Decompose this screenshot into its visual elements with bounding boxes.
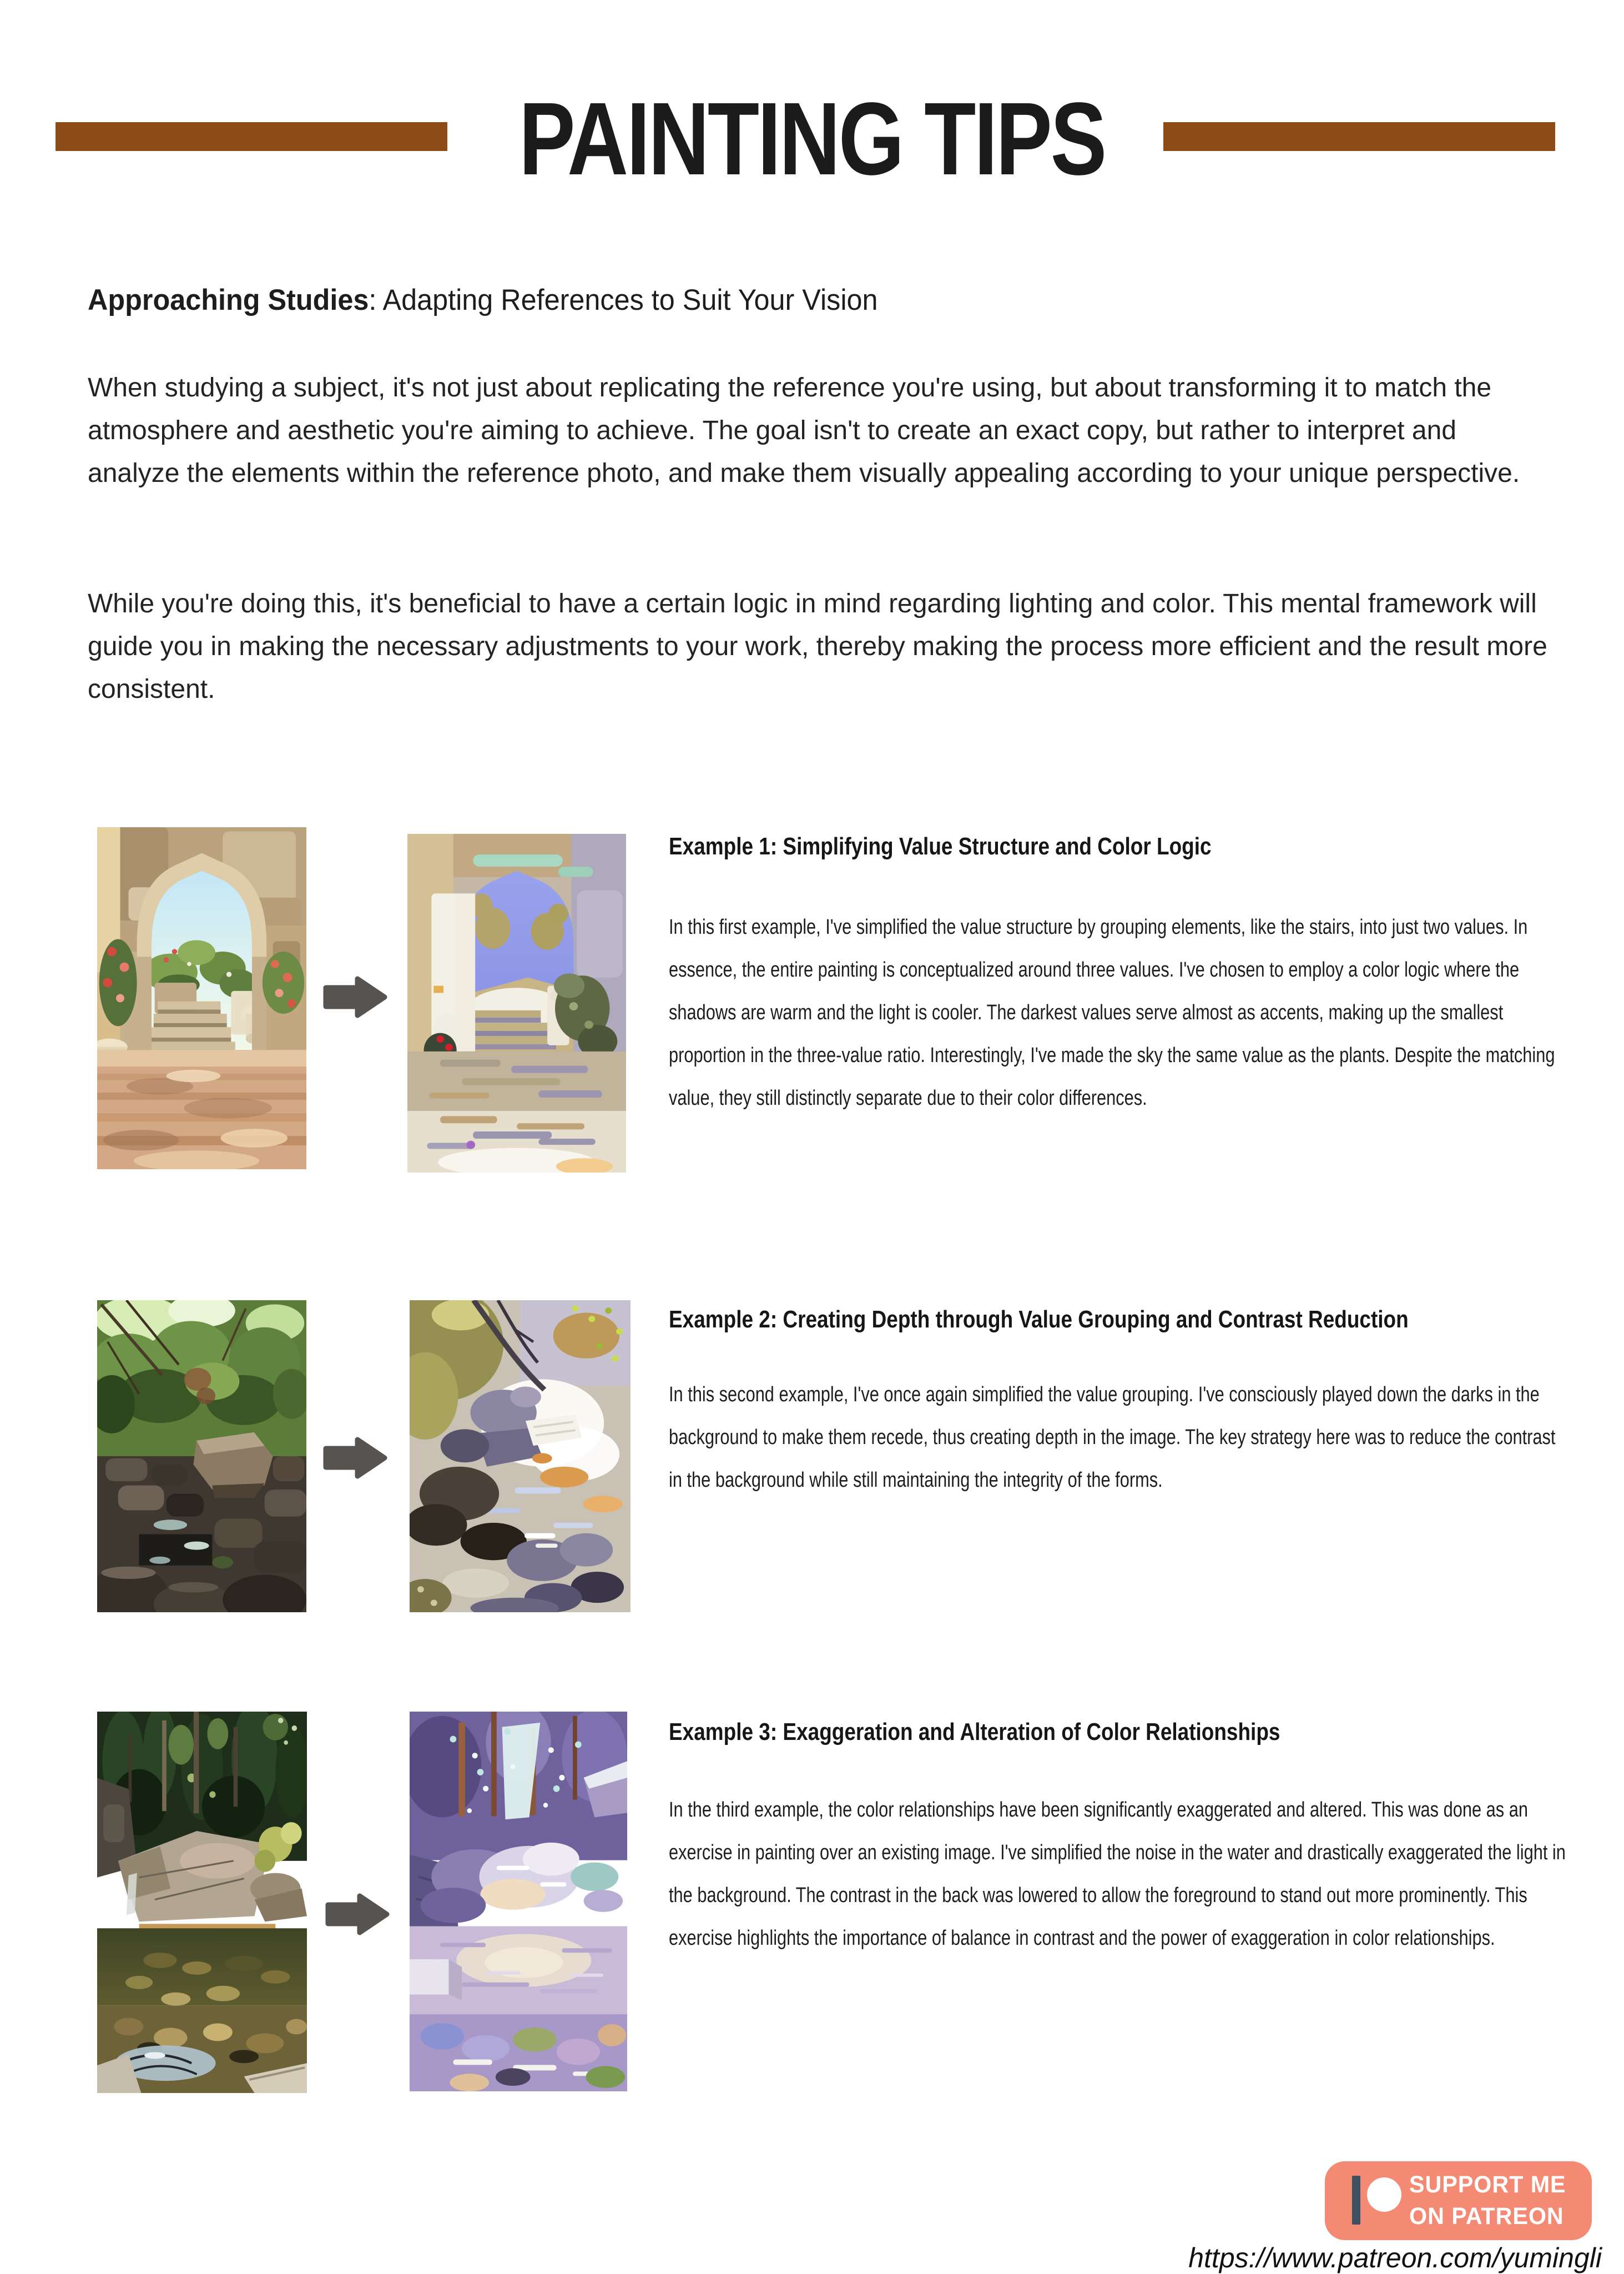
example3-reference-photo (97, 1712, 307, 2093)
example1-painting (407, 834, 626, 1173)
arrow-right-icon (325, 1892, 391, 1936)
example1-title: Example 1: Simplifying Value Structure and Color Logic (669, 833, 1212, 860)
page-title (444, 82, 1180, 197)
example1-reference-photo (97, 827, 306, 1169)
example1-body: In this first example, I've simplified the value structure by grouping elements, like the stairs, into just two values. In essence, the entire painting is conceptualized around three values. I've chosen to employ a color logic where the shadows are warm and the light is cooler. The darkest values serve almost as accents, making up the smallest proportion in the three-value ratio. Interestingly, I've made the sky the same value as the plants. Despite the matching value, they still distinctly separate due to their color differences. (669, 915, 1555, 1110)
example3-title: Example 3: Exaggeration and Alteration of Color Relationships (669, 1718, 1280, 1745)
patreon-url-link[interactable]: https://www.patreon.com/yumingli (1188, 2242, 1602, 2273)
subheading-rest: : Adapting References to Suit Your Vision (369, 284, 878, 316)
arrow-right-icon (323, 975, 389, 1019)
intro-paragraph-2: While you're doing this, it's beneficial to have a certain logic in mind regarding lighting and color. This mental framework will guide you in making the necessary adjustments to your work, thereby making the process more efficient and the result more consistent. (88, 589, 1547, 704)
simplified-archway-painting-image (407, 834, 626, 1173)
forest-stream-photo-image (97, 1300, 306, 1612)
subheading-bold: Approaching Studies (88, 284, 369, 316)
patreon-logo-circle-icon (1367, 2177, 1401, 2212)
color-exaggeration-painting-image (410, 1712, 627, 2091)
page-title-text: PAINTING TIPS (518, 82, 1106, 197)
patreon-button-label (1409, 2169, 1566, 2232)
depth-study-painting-image (410, 1300, 631, 1612)
example2-reference-photo (97, 1300, 306, 1612)
example2-body: In this second example, I've once again simplified the value grouping. I've consciously played down the darks in the background to make them recede, thus creating depth in the image. The key strategy here was to reduce the contrast in the background while still maintaining the integrity of the forms. (669, 1383, 1556, 1492)
section-subheading (88, 283, 878, 318)
garden-archway-photo-image (97, 827, 306, 1169)
patreon-label-line2: ON PATREON (1409, 2203, 1564, 2230)
example3-body: In the third example, the color relationships have been significantly exaggerated and altered. This was done as an exercise in painting over an existing image. I've simplified the noise in the water and drastically exaggerated the light in the background. The contrast in the back was lowered to allow the foreground to stand out more prominently. This exercise highlights the importance of balance in contrast and the power of exaggeration in color relationships. (669, 1798, 1566, 1950)
patreon-label-line1: SUPPORT ME (1409, 2171, 1566, 2198)
example2-painting (410, 1300, 631, 1612)
example3-painting (410, 1712, 627, 2091)
title-accent-bar-left (56, 122, 447, 151)
arrow-right-icon (323, 1436, 389, 1480)
title-accent-bar-right (1163, 122, 1555, 151)
patreon-logo-icon (1352, 2176, 1360, 2225)
support-me-on-patreon-button[interactable] (1325, 2161, 1592, 2240)
example2-title: Example 2: Creating Depth through Value Grouping and Contrast Reduction (669, 1306, 1409, 1333)
mountain-creek-photo-image (97, 1712, 307, 2093)
intro-paragraph-1: When studying a subject, it's not just about replicating the reference you're using, but about transforming it to match the atmosphere and aesthetic you're aiming to achieve. The goal isn't to create an exact copy, but rather to interpret and analyze the elements within the reference photo, and make them visually appealing according to your unique perspective. (88, 373, 1520, 488)
